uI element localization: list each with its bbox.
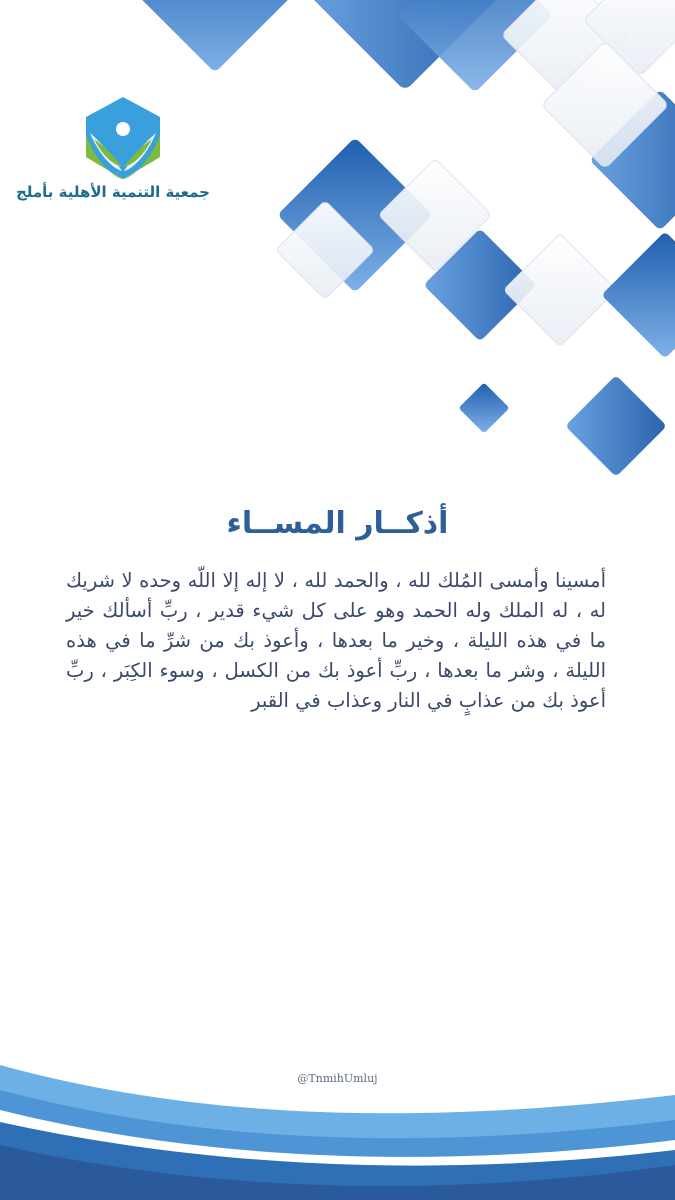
decorative-diamond-pattern <box>0 0 675 500</box>
page-title: أذكــار المســاء <box>226 506 449 541</box>
organization-name: جمعية التنمية الأهلية بأملج <box>15 183 210 201</box>
dhikr-text: أمسينا وأمسى المُلك لله ، والحمد لله ، لا إله إلا اللّه وحده لا شريك له ، له الملك وله الحمد وهو على كل شيء قدير ، ربِّ أسألك خير ما في هذه الليلة ، وخير ما بعدها ، وأعوذ بك من شرِّ ما في هذه الليلة ، وشر ما بعدها ، ربِّ أعوذ بك من الكسل ، وسوء الكِبَر ، ربِّ أعوذ بك من عذابٍ في النار وعذاب في القبر <box>66 569 606 712</box>
social-handle: @TnmihUmluj <box>297 1072 378 1085</box>
organization-logo <box>15 95 210 215</box>
hands-holding-person-icon <box>78 95 168 185</box>
